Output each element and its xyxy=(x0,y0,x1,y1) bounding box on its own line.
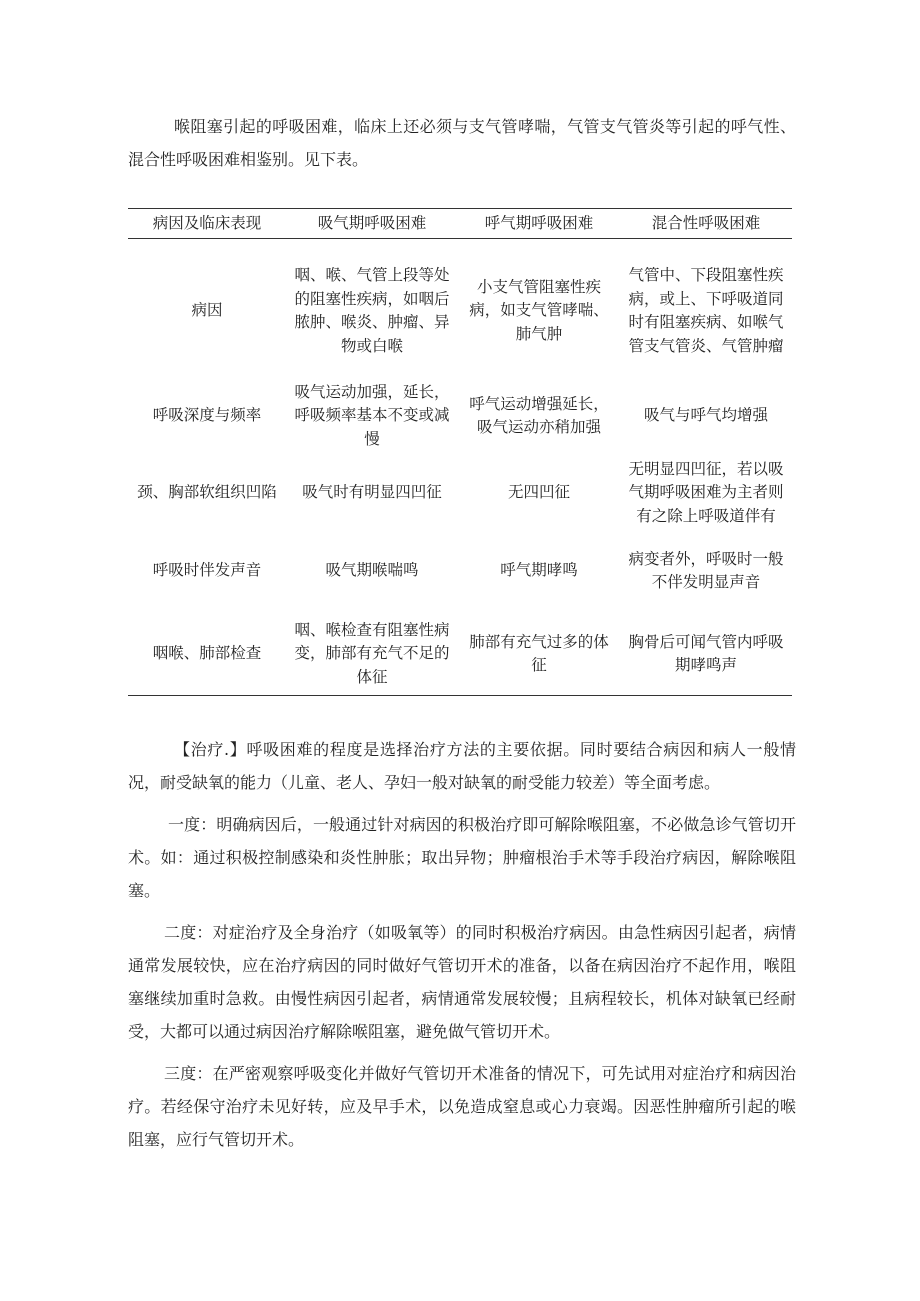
degree-three-paragraph: 三度：在严密观察呼吸变化并做好气管切开术准备的情况下，可先试用对症治疗和病因治疗。若经保守治疗未见好转，应及早手术，以免造成窒息或心力衰竭。因恶性肿瘤所引起的喉阻塞，应行气管切开术。 xyxy=(128,1064,796,1149)
degree-two-paragraph: 二度：对症治疗及全身治疗（如吸氧等）的同时积极治疗病因。由急性病因引起者，病情通常发展较快，应在治疗病因的同时做好气管切开术的准备，以备在病因治疗不起作用，喉阻塞继续加重时急救。由慢性病因引起者，病情通常发展较慢；且病程较长，机体对缺氧已经耐受，大都可以通过病因治疗解除喉阻塞，避免做气管切开术。 xyxy=(128,923,796,1041)
table-header-cell: 吸气期呼吸困难 xyxy=(286,209,458,239)
table-cell: 咽喉、肺部检查 xyxy=(128,613,286,696)
table-cell: 小支气管阻塞性疾病，如支气管哮喘、肺气肿 xyxy=(469,277,609,343)
treatment-intro-paragraph: 【治疗.】呼吸困难的程度是选择治疗方法的主要依据。同时要结合病因和病人一般情况，耐受缺氧的能力（儿童、老人、孕妇一般对缺氧的耐受能力较差）等全面考虑。 xyxy=(128,740,796,792)
table-cell: 无明显四凹征，若以吸气期呼吸困难为主者则有之除上呼吸道伴有 xyxy=(628,459,784,525)
comparison-table xyxy=(128,208,792,696)
table-cell: 呼气期哮鸣 xyxy=(500,561,578,580)
table-header-cell: 呼气期呼吸困难 xyxy=(458,209,620,239)
table-cell: 颈、胸部软组织凹陷 xyxy=(137,483,277,502)
table-row xyxy=(128,613,792,696)
treatment-section xyxy=(128,733,796,1165)
table-cell: 咽、喉检查有阻塞性病变，肺部有充气不足的体征 xyxy=(286,613,458,696)
table-row xyxy=(128,375,792,457)
table-cell: 病因 xyxy=(191,301,223,320)
table-cell: 肺部有充气过多的体征 xyxy=(458,613,620,696)
table-header-row xyxy=(128,209,792,239)
table-cell: 吸气期喉喘鸣 xyxy=(325,561,419,580)
table-header-cell: 混合性呼吸困难 xyxy=(620,209,792,239)
table-row xyxy=(128,529,792,613)
table-cell: 呼气运动增强延长，吸气运动亦稍加强 xyxy=(469,394,609,436)
table-header-cell: 病因及临床表现 xyxy=(128,209,286,239)
table-cell: 胸骨后可闻气管内呼吸期哮鸣声 xyxy=(620,613,792,696)
table-cell: 气管中、下段阻塞性疾病，或上、下呼吸道同时有阻塞疾病、如喉气管支气管炎、气管肿瘤 xyxy=(628,266,784,355)
degree-one-paragraph: 一度：明确病因后，一般通过针对病因的积极治疗即可解除喉阻塞，不必做急诊气管切开术。如：通过积极控制感染和炎性肿胀；取出异物；肿瘤根治手术等手段治疗病因，解除喉阻塞。 xyxy=(128,815,796,900)
table-row xyxy=(128,457,792,529)
table-cell: 呼吸深度与频率 xyxy=(152,406,262,425)
table-cell: 吸气与呼气均增强 xyxy=(643,406,768,425)
table-cell: 呼吸时伴发声音 xyxy=(152,561,262,580)
table-row xyxy=(128,239,792,376)
table-cell: 无四凹征 xyxy=(507,483,570,502)
table-cell: 病变者外，呼吸时一般不伴发明显声音 xyxy=(628,549,784,591)
intro-paragraph: 喉阻塞引起的呼吸困难，临床上还必须与支气管哮喘，气管支气管炎等引起的呼气性、混合性呼吸困难相鉴别。见下表。 xyxy=(128,117,796,169)
table-cell: 吸气运动加强，延长，呼吸频率基本不变或减慢 xyxy=(294,382,450,448)
table-cell: 吸气时有明显四凹征 xyxy=(302,483,442,502)
table-cell: 咽、喉、气管上段等处的阻塞性疾病，如咽后脓肿、喉炎、肿瘤、异物或白喉 xyxy=(294,266,450,355)
